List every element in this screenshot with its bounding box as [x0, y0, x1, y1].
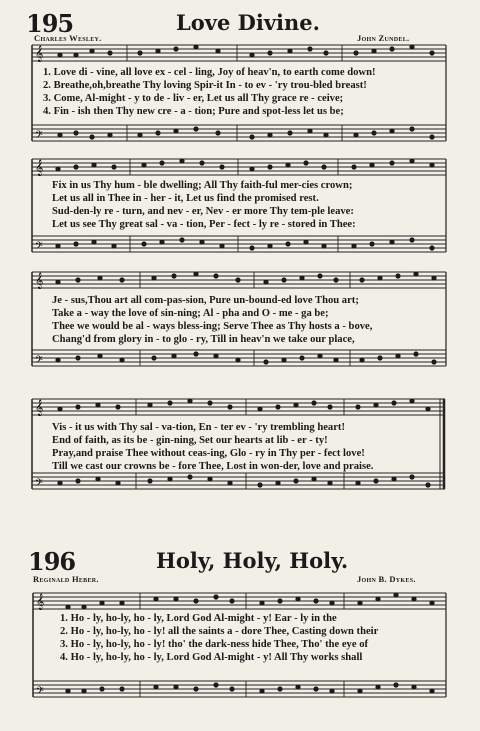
lyric-line: Let us see Thy great sal - va - tion, Per - fect - ly re - stored in Thee:: [52, 219, 356, 230]
lyric-line: 3. Come, Al-might - y to de - liv - er, Let us all Thy grace re - ceive;: [43, 93, 344, 104]
lyric-line: 2. Ho - ly, ho-ly, ho - ly! all the saints a - dore Thee, Casting down their: [60, 626, 379, 637]
svg-text:𝄢: 𝄢: [36, 685, 44, 699]
lyric-line: 3. Ho - ly, ho-ly, ho - ly! tho' the dark-ness hide Thee, Tho' the eye of: [60, 639, 369, 650]
hymn-title-196: Holy, Holy, Holy.: [156, 548, 349, 573]
hymn-title-195: Love Divine.: [176, 10, 320, 35]
lyric-line: 4. Fin - ish then Thy new cre - a - tion; Pure and spot-less let us be;: [43, 106, 344, 117]
author-196: Reginald Heber.: [33, 574, 99, 584]
lyric-line: Pray,and praise Thee without ceas-ing, Glo - ry in Thy per - fect love!: [52, 448, 365, 459]
hymn-number-195: 195: [26, 9, 74, 38]
composer-195: John Zundel.: [357, 33, 410, 43]
svg-text:𝄢: 𝄢: [35, 240, 43, 254]
svg-text:𝄞: 𝄞: [36, 594, 45, 610]
lyric-line: Sud-den-ly re - turn, and nev - er, Nev - er more Thy tem-ple leave:: [52, 206, 354, 217]
lyric-line: Vis - it us with Thy sal - va-tion, En - ter ev - 'ry trembling heart!: [52, 422, 345, 433]
svg-text:𝄢: 𝄢: [35, 477, 43, 491]
lyric-line: 1. Ho - ly, ho-ly, ho - ly, Lord God Al-might - y! Ear - ly in the: [60, 613, 337, 624]
lyric-line: 2. Breathe,oh,breathe Thy loving Spir-it In - to ev - 'ry trou-bled breast!: [43, 80, 367, 91]
hymn-number-196: 196: [28, 547, 76, 576]
lyric-line: Thee we would be al - ways bless-ing; Serve Thee as Thy hosts a - bove,: [52, 321, 373, 332]
lyric-line: Till we cast our crowns be - fore Thee, Lost in won-der, love and praise.: [52, 461, 374, 472]
lyric-line: 1. Love di - vine, all love ex - cel - ling, Joy of heav'n, to earth come down!: [43, 67, 376, 78]
composer-196: John B. Dykes.: [357, 574, 416, 584]
lyric-line: Let us all in Thee in - her - it, Let us find the promised rest.: [52, 193, 319, 204]
author-195: Charles Wesley.: [34, 33, 102, 43]
lyric-line: Take a - way the love of sin-ning; Al - pha and O - me - ga be;: [52, 308, 329, 319]
svg-text:𝄞: 𝄞: [35, 273, 44, 289]
svg-text:𝄞: 𝄞: [35, 46, 44, 62]
lyric-line: End of faith, as its be - gin-ning, Set our hearts at lib - er - ty!: [52, 435, 328, 446]
svg-text:𝄞: 𝄞: [35, 400, 44, 416]
svg-text:𝄢: 𝄢: [35, 129, 43, 143]
svg-text:𝄢: 𝄢: [35, 354, 43, 368]
lyric-line: Je - sus,Thou art all com-pas-sion, Pure un-bound-ed love Thou art;: [52, 295, 359, 306]
svg-text:𝄞: 𝄞: [35, 160, 44, 176]
lyric-line: 4. Ho - ly, ho-ly, ho - ly, Lord God Al-might - y! All Thy works shall: [60, 652, 363, 663]
lyric-line: Chang'd from glory in - to glo - ry, Till in heav'n we take our place,: [52, 334, 355, 345]
lyric-line: Fix in us Thy hum - ble dwelling; All Thy faith-ful mer-cies crown;: [52, 180, 353, 191]
